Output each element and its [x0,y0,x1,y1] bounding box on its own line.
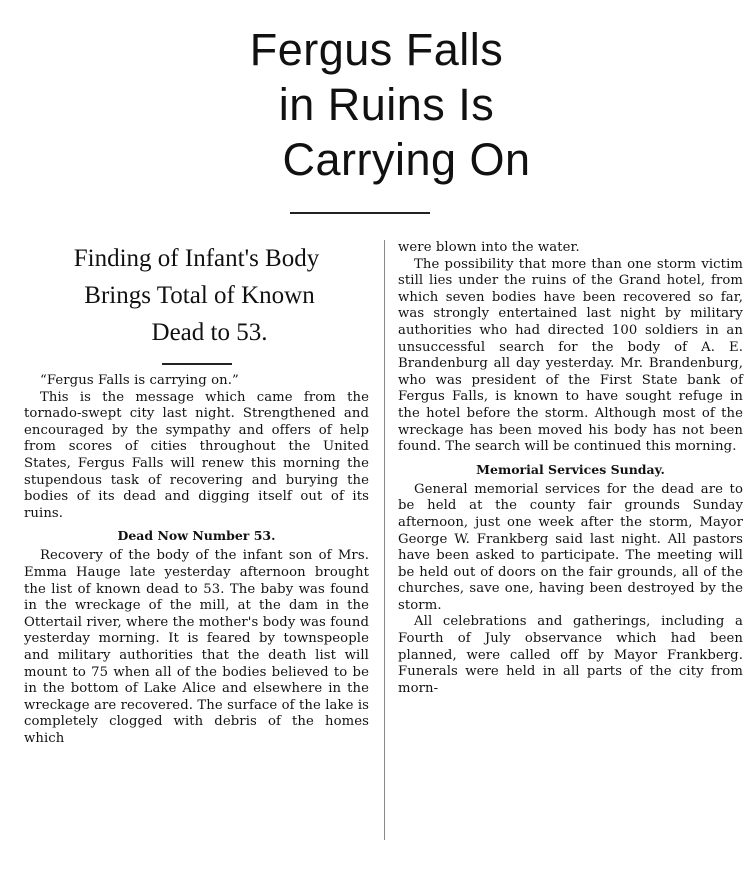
article-paragraph-continued: were blown into the water. [398,240,580,255]
article-paragraph: All celebrations and gatherings, including a Fourth of July observance which had been planned, were called off by Mayor Frankberg. Funerals were held in all parts of the city from morn- [398,614,743,696]
article-paragraph: The possibility that more than one storm victim still lies under the ruins of the Grand hotel, from which seven bodies have been recovered so far, was strongly entertained last night by military authorities who had directed 100 soldiers in an unsuccessful search for the body of A. E. Brandenburg all day yesterday. Mr. Brandenburg, who was president of the First State bank of Fergus Falls, is known to have sought refuge in the hotel before the storm. Although most of the wreckage has been moved his body has not been found. The search will be continued this morning. [398,256,743,455]
subheadline-line-1: Finding of Infant's Body [73,245,320,272]
section-heading-dead-now: Dead Now Number 53. [117,528,276,544]
subheadline-line-3: Dead to 53. [151,319,268,346]
subheadline-line-2: Brings Total of Known [84,282,315,309]
article-paragraph: This is the message which came from the tornado-swept city last night. Strengthened and encouraged by the sympathy and offers of help from scores of cities throughout the United States, Fergus Falls will renew this morning the stupendous task of recovering and burying the bodies of its dead and digging itself out of its ruins. [24,389,369,521]
left-column [24,240,369,747]
subheadline-divider [162,363,232,365]
headline-divider [290,212,430,214]
column-divider [384,240,385,840]
article-paragraph: Recovery of the body of the infant son of Mrs. Emma Hauge late yesterday afternoon brought the list of known dead to 53. The baby was found in the wreckage of the mill, at the dam in the Ottertail river, where the mother's body was found yesterday morning. It is feared by townspeople and military authorities that the death list will mount to 75 when all of the bodies believed to be in the bottom of Lake Alice and elsewhere in the wreckage are recovered. The surface of the lake is completely clogged with debris of the homes which [24,548,369,746]
section-heading-memorial: Memorial Services Sunday. [476,461,665,477]
headline-line-2: in Ruins Is [278,79,495,130]
headline-line-1: Fergus Falls [249,24,504,75]
right-column [398,240,743,697]
headline [0,22,753,187]
subheadline [24,240,369,351]
headline-line-3: Carrying On [282,134,531,185]
article-paragraph: General memorial services for the dead are to be held at the county fair grounds Sunday afternoon, just one week after the storm, Mayor George W. Frankberg said last night. All pastors have been asked to participate. The meeting will be held out of doors on the fair grounds, all of the churches, save one, having been destroyed by the storm. [398,481,743,613]
lead-quote: “Fergus Falls is carrying on.” [40,373,239,388]
